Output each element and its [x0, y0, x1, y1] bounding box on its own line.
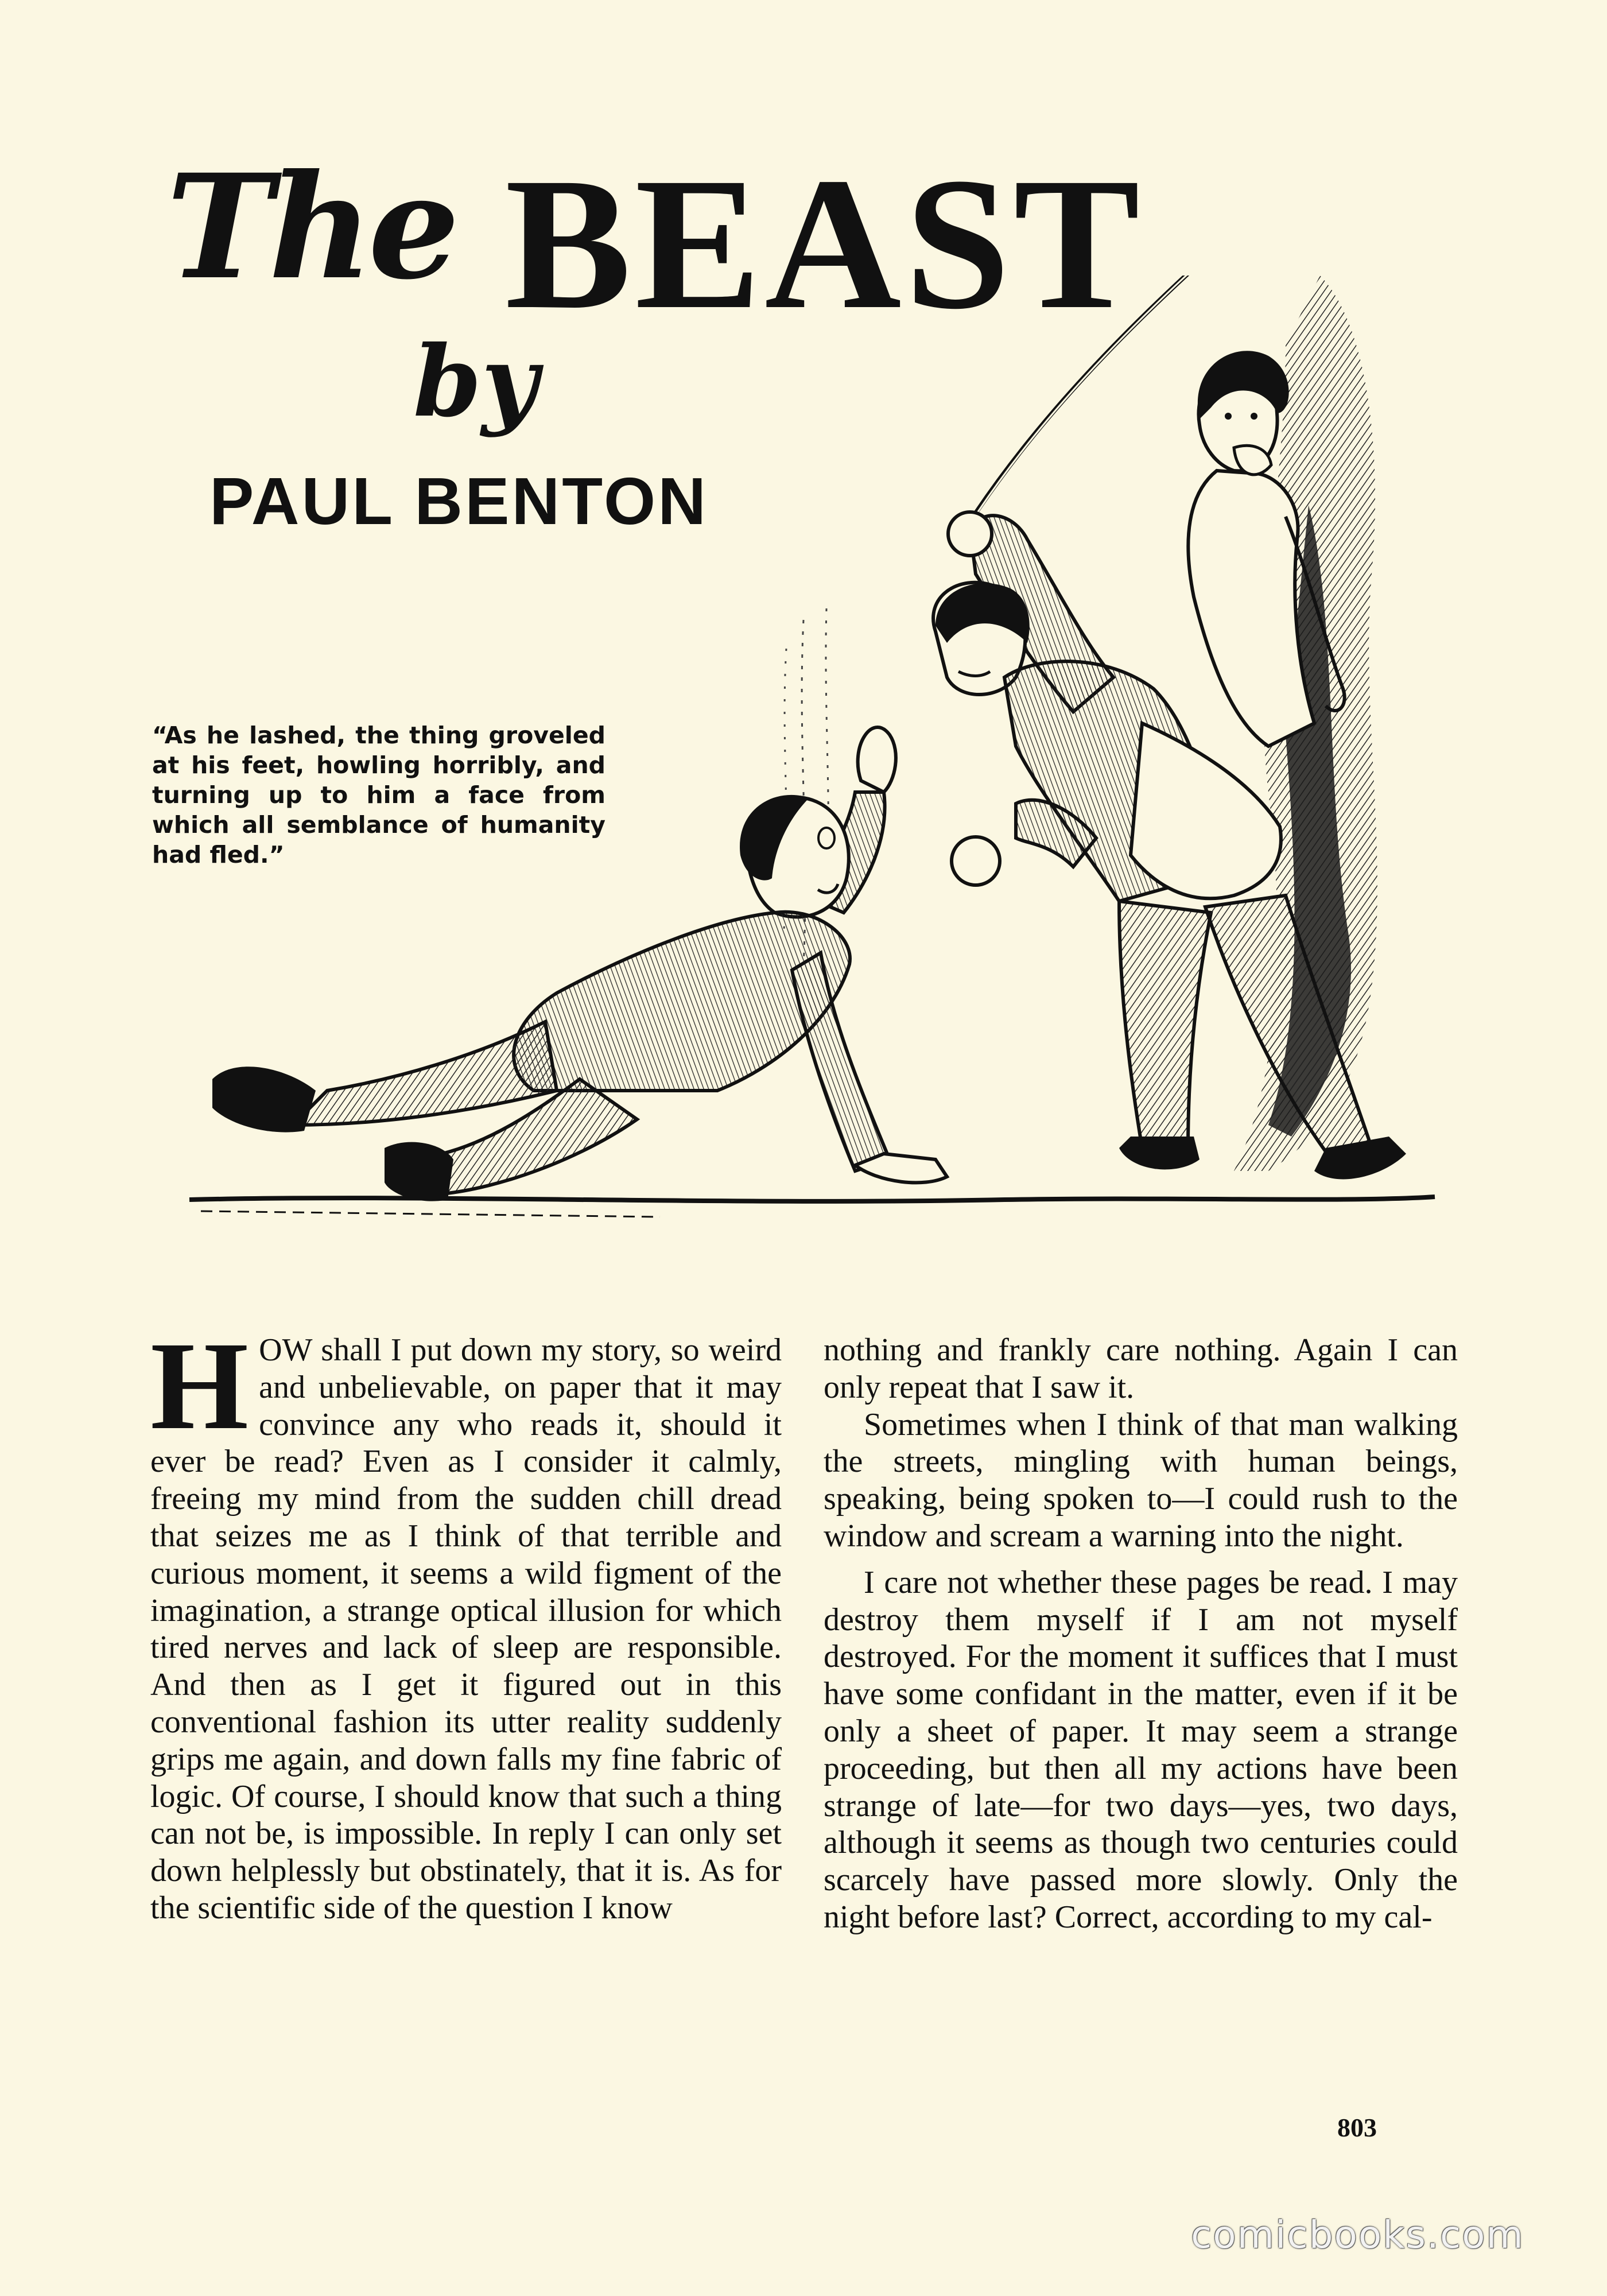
byline-by: by: [413, 324, 538, 439]
drop-cap: H: [150, 1316, 249, 1456]
watermark: comicbooks.com: [1191, 2213, 1524, 2257]
author-name: PAUL BENTON: [209, 464, 708, 538]
paragraph: I care not whether these pages be read. I may destroy them myself if I am not myself destroyed. For the moment it suffices that I must have some confidant in the matter, even if it be only a sheet of paper. It may seem a strange proceeding, but then all my actions have been strange of late—for two days—yes, two days, although it seems as though two centuries could scarcely have passed more slowly. Only the night before last? Correct, according to my cal-: [824, 1564, 1458, 1935]
ground-line: [189, 1197, 1435, 1201]
body-column-left: [150, 1316, 782, 1927]
body-column-right: [824, 1332, 1458, 1936]
title-beast: BEAST: [505, 139, 1144, 348]
whip: [958, 276, 1211, 540]
left-column-text: OW shall I put down my story, so weird and unbelievable, on paper that it may convince any who reads it, should it ever be read? Even as I consider it calmly, freeing my mind from the sudden chill dread that seizes me as I think of that terrible and curious moment, it seems a wild figment of the imagination, a strange optical illusion for which tired nerves and lack of sleep are responsible. And then as I get it figured out in this conventional fashion its utter reality suddenly grips me again, and down falls my fine fabric of logic. Of course, I should know that such a thing can not be, is impossible. In reply I can only set down helplessly but obstinately, that it is. As for the scientific side of the question I know: [150, 1332, 782, 1926]
page-number: 803: [1337, 2113, 1377, 2142]
paragraph: Sometimes when I think of that man walking the streets, mingling with human beings, speaking, being spoken to—I could rush to the window and scream a warning into the night.: [824, 1406, 1458, 1554]
illustration-caption: “As he lashed, the thing groveled at his feet, howling horribly, and turning up to him a face from which all semblance of humanity had fled.”: [152, 722, 605, 868]
paragraph: nothing and frankly care nothing. Again I can only repeat that I saw it.: [824, 1332, 1458, 1405]
title-the: The: [166, 142, 455, 311]
